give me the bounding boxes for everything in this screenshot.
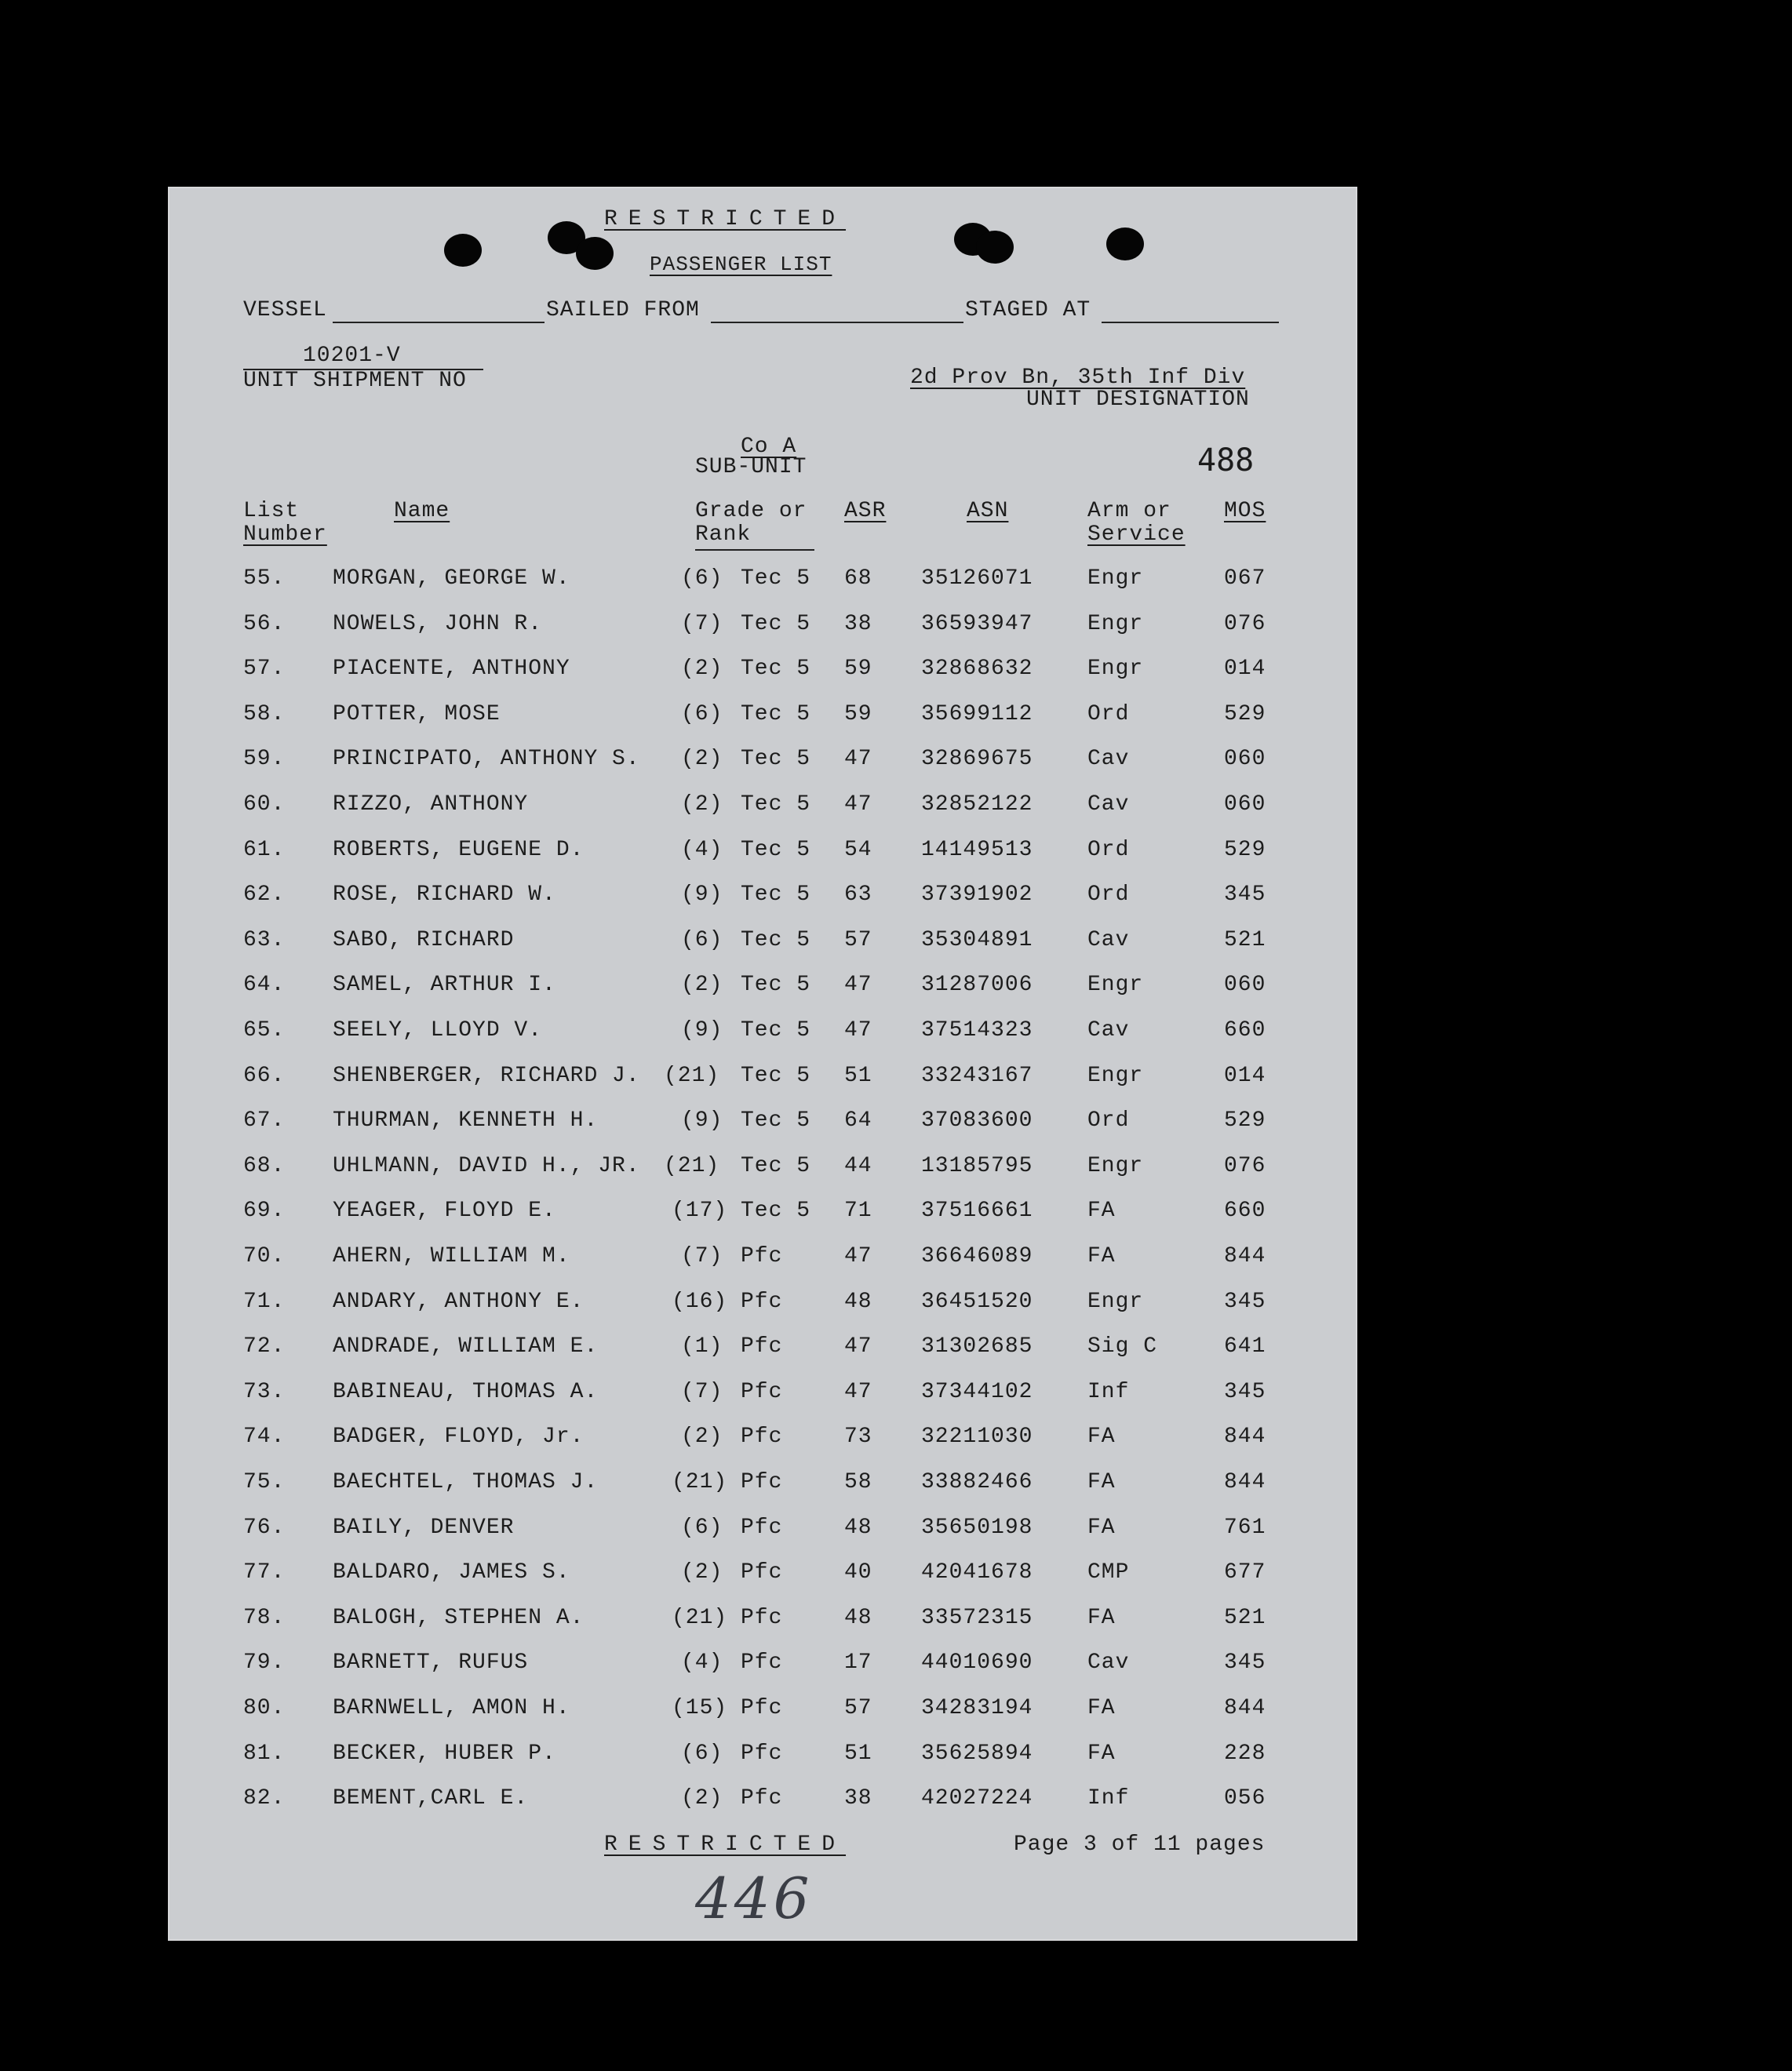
page-info: Page 3 of 11 pages <box>1014 1833 1266 1857</box>
col-grade-underline <box>695 549 814 551</box>
table-row: 60. RIZZO, ANTHONY (2) Tec 5 47 32852122 Cav 060 <box>243 792 1266 817</box>
table-row: 74. BADGER, FLOYD, Jr. (2) Pfc 73 32211030 FA 844 <box>243 1425 1266 1450</box>
table-row: 80. BARNWELL, AMON H. (15) Pfc 57 34283194 FA 844 <box>243 1696 1266 1720</box>
sailed-from-field-line <box>711 322 963 323</box>
handwritten-number: 446 <box>695 1865 813 1931</box>
table-row: 79. BARNETT, RUFUS (4) Pfc 17 44010690 Cav 345 <box>243 1651 1266 1676</box>
unit-designation: 2d Prov Bn, 35th Inf Div <box>910 366 1246 390</box>
table-row: 61. ROBERTS, EUGENE D. (4) Tec 5 54 14149513 Ord 529 <box>243 837 1266 862</box>
table-row: 59. PRINCIPATO, ANTHONY S. (2) Tec 5 47 32869675 Cav 060 <box>243 747 1266 772</box>
sub-unit: Co A <box>741 435 797 459</box>
table-row: 73. BABINEAU, THOMAS A. (7) Pfc 47 37344102 Inf 345 <box>243 1379 1266 1404</box>
col-list-number: List <box>243 499 300 523</box>
col-mos: MOS <box>1224 499 1266 523</box>
col-grade: Grade or <box>695 499 807 523</box>
table-row: 56. NOWELS, JOHN R. (7) Tec 5 38 36593947 Engr 076 <box>243 611 1266 636</box>
classification-footer: RESTRICTED <box>604 1833 847 1857</box>
table-row: 55. MORGAN, GEORGE W. (6) Tec 5 68 35126071 Engr 067 <box>243 566 1266 591</box>
table-row: 82. BEMENT,CARL E. (2) Pfc 38 42027224 Inf 056 <box>243 1786 1266 1811</box>
table-row: 57. PIACENTE, ANTHONY (2) Tec 5 59 32868632 Engr 014 <box>243 657 1266 682</box>
document-sheet <box>168 187 1357 1941</box>
col-name: Name <box>394 499 450 523</box>
col-asn: ASN <box>967 499 1009 523</box>
table-row: 81. BECKER, HUBER P. (6) Pfc 51 35625894 FA 228 <box>243 1741 1266 1766</box>
page-stamp: 488 <box>1197 442 1255 479</box>
table-row: 71. ANDARY, ANTHONY E. (16) Pfc 48 36451520 Engr 345 <box>243 1289 1266 1314</box>
table-row: 66. SHENBERGER, RICHARD J. (21) Tec 5 51 33243167 Engr 014 <box>243 1063 1266 1088</box>
sub-unit-label: SUB-UNIT <box>695 455 807 479</box>
punch-hole <box>444 234 482 267</box>
shipment-label: UNIT SHIPMENT NO <box>243 369 467 393</box>
table-row: 69. YEAGER, FLOYD E. (17) Tec 5 71 37516661 FA 660 <box>243 1199 1266 1224</box>
vessel-field-line <box>333 322 545 323</box>
vessel-label: VESSEL <box>243 298 327 322</box>
col-grade-2: Rank <box>695 522 752 547</box>
table-row: 64. SAMEL, ARTHUR I. (2) Tec 5 47 31287006 Engr 060 <box>243 973 1266 998</box>
table-row: 67. THURMAN, KENNETH H. (9) Tec 5 64 37083600 Ord 529 <box>243 1108 1266 1134</box>
document-title: PASSENGER LIST <box>650 253 832 276</box>
table-row: 58. POTTER, MOSE (6) Tec 5 59 35699112 Ord 529 <box>243 701 1266 726</box>
table-row: 76. BAILY, DENVER (6) Pfc 48 35650198 FA 761 <box>243 1515 1266 1540</box>
table-row: 65. SEELY, LLOYD V. (9) Tec 5 47 37514323 Cav 660 <box>243 1018 1266 1043</box>
classification-header: RESTRICTED <box>604 207 847 231</box>
punch-hole <box>1106 227 1144 260</box>
table-row: 63. SABO, RICHARD (6) Tec 5 57 35304891 Cav 521 <box>243 927 1266 952</box>
unit-designation-label: UNIT DESIGNATION <box>1026 388 1250 412</box>
col-arm-2: Service <box>1087 522 1186 547</box>
staged-at-field-line <box>1102 322 1279 323</box>
table-row: 78. BALOGH, STEPHEN A. (21) Pfc 48 33572315 FA 521 <box>243 1605 1266 1630</box>
shipment-number: 10201-V <box>303 344 401 368</box>
sailed-from-label: SAILED FROM <box>546 298 700 322</box>
table-row: 68. UHLMANN, DAVID H., JR. (21) Tec 5 44 13185795 Engr 076 <box>243 1153 1266 1178</box>
col-list-number-2: Number <box>243 522 327 547</box>
col-asr: ASR <box>844 499 887 523</box>
table-row: 72. ANDRADE, WILLIAM E. (1) Pfc 47 31302685 Sig C 641 <box>243 1334 1266 1359</box>
punch-hole <box>976 231 1014 264</box>
table-row: 70. AHERN, WILLIAM M. (7) Pfc 47 36646089 FA 844 <box>243 1244 1266 1268</box>
table-row: 77. BALDARO, JAMES S. (2) Pfc 40 42041678 CMP 677 <box>243 1560 1266 1585</box>
table-row: 75. BAECHTEL, THOMAS J. (21) Pfc 58 33882466 FA 844 <box>243 1470 1266 1494</box>
punch-hole <box>576 237 614 270</box>
table-row: 62. ROSE, RICHARD W. (9) Tec 5 63 37391902 Ord 345 <box>243 883 1266 908</box>
staged-at-label: STAGED AT <box>965 298 1091 322</box>
col-arm: Arm or <box>1087 499 1171 523</box>
